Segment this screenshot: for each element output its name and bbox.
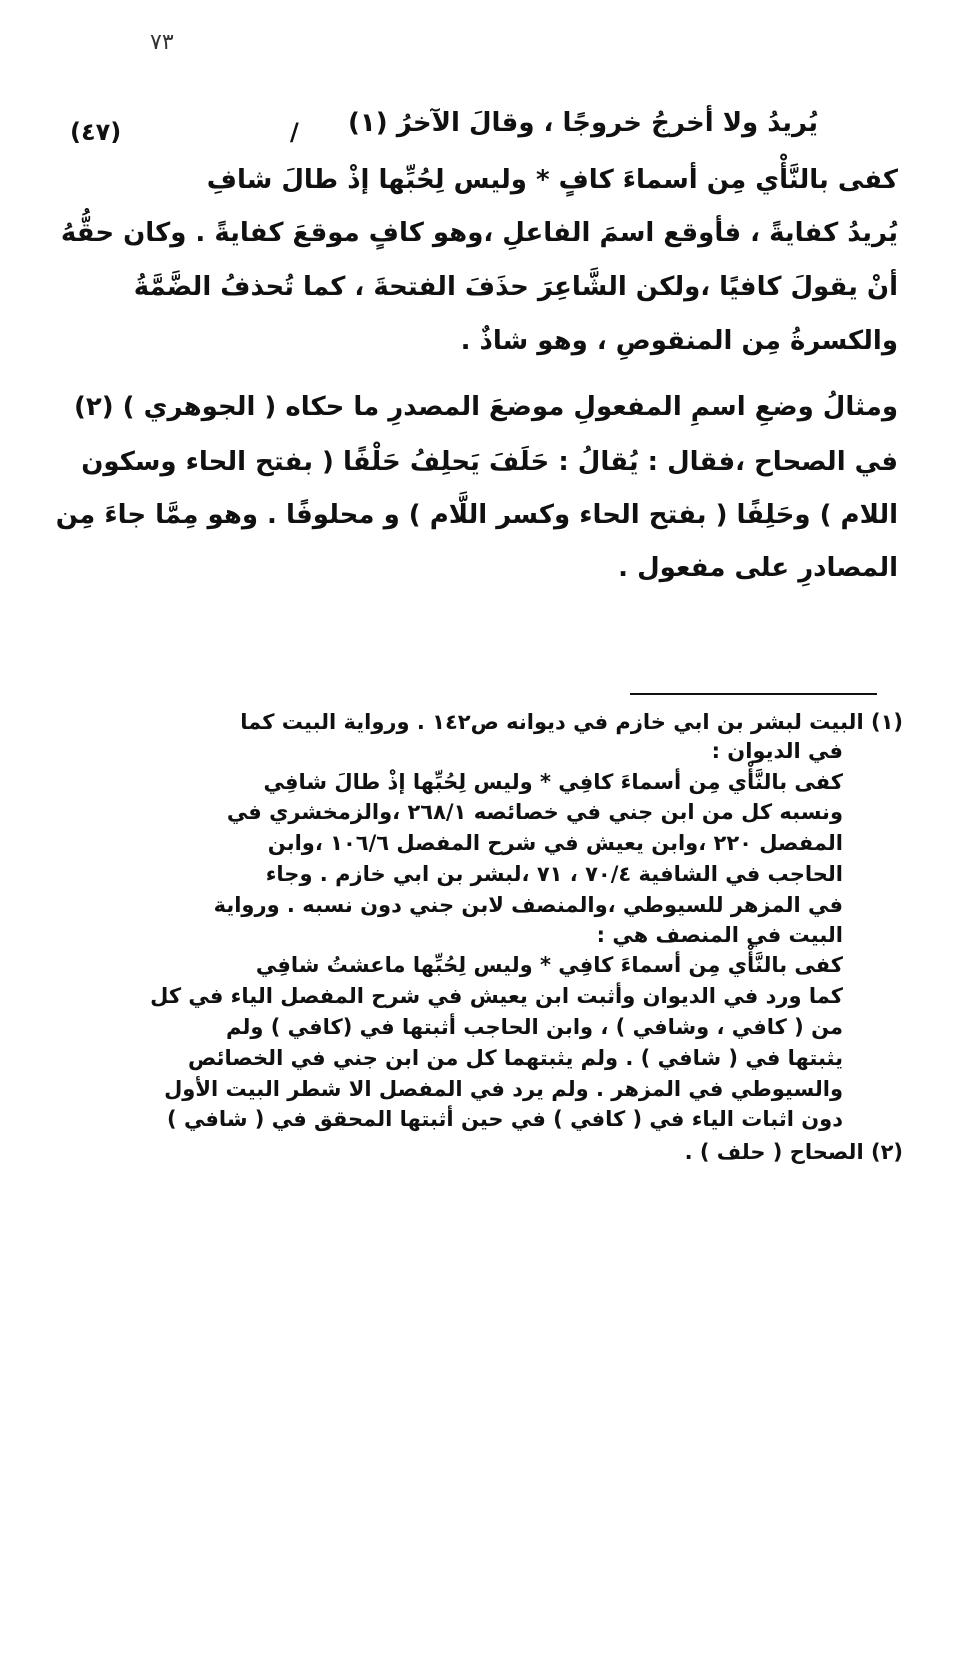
footnote-line: البيت في المنصف هي :: [596, 923, 843, 947]
main-line: يُريدُ ولا أخرجُ خروجًا ، وقالَ الآخرُ (١): [348, 108, 818, 138]
footnote-line: والسيوطي في المزهر . ولم يرد في المفصل الا شطر البيت الأول: [164, 1077, 843, 1101]
footnote-line: من ( كافي ، وشافي ) ، وابن الحاجب أثبتها في (كافي ) ولم: [226, 1015, 843, 1039]
main-line: في الصحاح ،فقال : يُقالُ : حَلَفَ يَحلِفُ حَلْفًا ( بفتح الحاء وسكون: [81, 447, 898, 477]
footnote-line: دون اثبات الياء في ( كافي ) في حين أثبتها المحقق في ( شافي ): [167, 1107, 843, 1131]
page-number: (٤٧): [70, 118, 122, 146]
footnote-line: في الديوان :: [711, 739, 843, 763]
main-line: أنْ يقولَ كافيًا ،ولكن الشَّاعِرَ حذَفَ الفتحةَ ، كما تُحذفُ الضَّمَّةُ: [133, 272, 898, 302]
main-line: والكسرةُ مِن المنقوصِ ، وهو شاذٌ .: [460, 326, 898, 356]
footnote-line: كما ورد في الديوان وأثبت ابن يعيش في شرح المفصل الياء في كل: [150, 984, 843, 1008]
main-line: ومثالُ وضعِ اسمِ المفعولِ موضعَ المصدرِ ما حكاه ( الجوهري ) (٢): [73, 392, 898, 422]
footnote-line: (٢) الصحاح ( حلف ) .: [684, 1140, 903, 1164]
footnote-line: المفصل ٢٢٠ ،وابن يعيش في شرح المفصل ١٠٦/٦ ،وابن: [267, 831, 843, 855]
corner-mark: ٧٣: [150, 30, 174, 55]
footnote-verse: كفى بالنَّأْي مِن أسماءَ كافِي * وليس لِحُبِّها ماعشتُ شافِي: [255, 953, 843, 977]
footnote-verse: كفى بالنَّأْي مِن أسماءَ كافِي * وليس لِحُبِّها إذْ طالَ شافِي: [263, 770, 843, 794]
main-line: المصادرِ على مفعول .: [618, 553, 898, 583]
footnote-line: يثبتها في ( شافي ) . ولم يثبتهما كل من ابن جني في الخصائص: [187, 1046, 843, 1070]
poem-line: كفى بالنَّأْي مِن أسماءَ كافٍ * وليس لِحُبِّها إذْ طالَ شافِ: [206, 165, 898, 195]
footnote-line: الحاجب في الشافية ٧٠/٤ ، ٧١ ،لبشر بن ابي خازم . وجاء: [265, 862, 843, 886]
footnote-separator: [630, 693, 877, 695]
footnote-line: في المزهر للسيوطي ،والمنصف لابن جني دون نسبه . ورواية: [213, 893, 843, 917]
footnote-line: (١) البيت لبشر بن ابي خازم في ديوانه ص١٤٢ . ورواية البيت كما: [240, 710, 903, 734]
slash-mark: /: [290, 118, 299, 146]
footnote-line: ونسبه كل من ابن جني في خصائصه ٢٦٨/١ ،والزمخشري في: [226, 800, 843, 824]
main-line: يُريدُ كفايةً ، فأوقع اسمَ الفاعلِ ،وهو كافٍ موقعَ كفايةً . وكان حقُّهُ: [60, 218, 898, 248]
main-line: اللام ) وحَلِفًا ( بفتح الحاء وكسر اللَّام ) و محلوفًا . وهو مِمَّا جاءَ مِن: [55, 500, 898, 530]
